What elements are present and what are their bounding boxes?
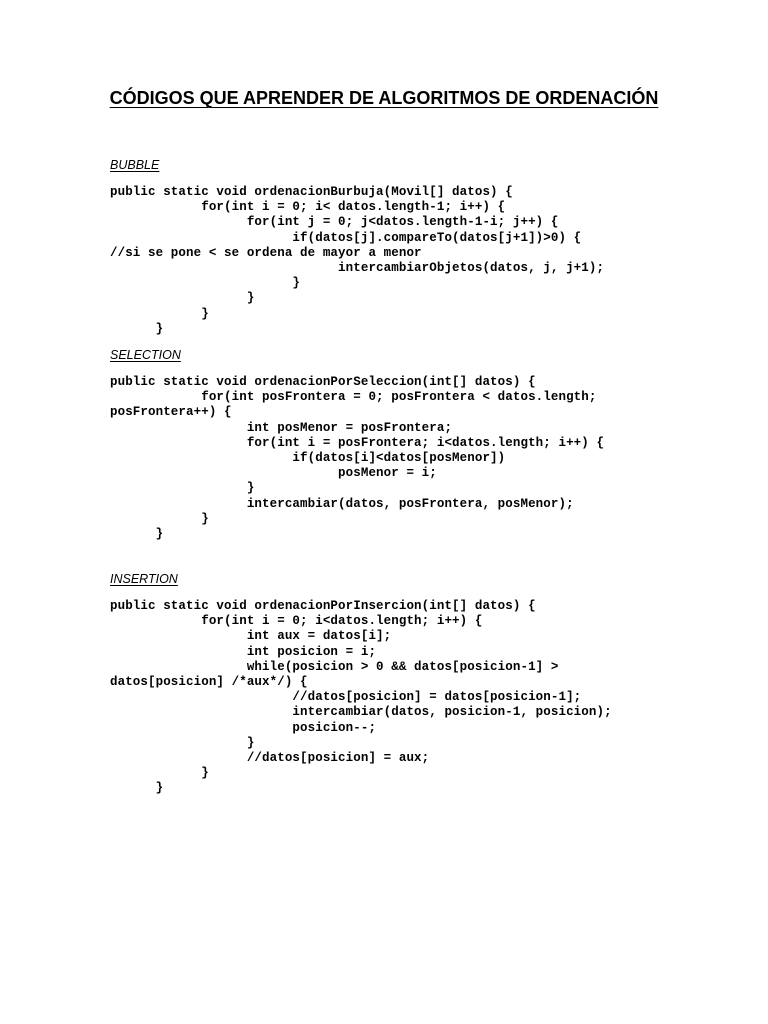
code-line: for(int posFrontera = 0; posFrontera < datos.length;: [110, 390, 597, 405]
code-line: for(int i = 0; i<datos.length; i++) {: [110, 614, 483, 629]
code-block-selection: [110, 375, 604, 542]
code-line: }: [110, 321, 164, 336]
code-line: posMenor = i;: [110, 466, 437, 481]
code-line: for(int i = posFrontera; i<datos.length; i++) {: [110, 435, 605, 450]
section-heading-insertion: INSERTION: [110, 572, 178, 586]
section-heading-selection: SELECTION: [110, 348, 181, 362]
code-line: }: [110, 511, 209, 526]
code-line: intercambiarObjetos(datos, j, j+1);: [110, 260, 605, 275]
code-line: intercambiar(datos, posFrontera, posMenor);: [110, 496, 574, 511]
code-line: //datos[posicion] = aux;: [110, 750, 430, 765]
code-line: for(int i = 0; i< datos.length-1; i++) {: [110, 200, 506, 215]
code-line: //datos[posicion] = datos[posicion-1];: [110, 690, 582, 705]
code-line: for(int j = 0; j<datos.length-1-i; j++) {: [110, 215, 559, 230]
code-line: }: [110, 766, 209, 781]
code-line: public static void ordenacionBurbuja(Movil[] datos) {: [110, 185, 513, 199]
code-line: posFrontera++) {: [110, 405, 232, 420]
code-line: if(datos[i]<datos[posMenor]): [110, 450, 506, 465]
code-line: //si se pone < se ordena de mayor a menor: [110, 245, 422, 260]
code-line: datos[posicion] /*aux*/) {: [110, 674, 308, 689]
code-line: }: [110, 735, 255, 750]
code-line: if(datos[j].compareTo(datos[j+1])>0) {: [110, 230, 582, 245]
code-line: }: [110, 781, 164, 796]
code-line: }: [110, 306, 209, 321]
code-line: }: [110, 481, 255, 496]
code-line: intercambiar(datos, posicion-1, posicion);: [110, 705, 612, 720]
code-line: int posMenor = posFrontera;: [110, 420, 453, 435]
code-line: int aux = datos[i];: [110, 629, 392, 644]
code-line: int posicion = i;: [110, 644, 377, 659]
code-line: while(posicion > 0 && datos[posicion-1] >: [110, 659, 559, 674]
code-line: }: [110, 526, 164, 541]
code-line: }: [110, 291, 255, 306]
code-line: public static void ordenacionPorSeleccion(int[] datos) {: [110, 375, 536, 389]
code-line: }: [110, 276, 301, 291]
document-title: CÓDIGOS QUE APRENDER DE ALGORITMOS DE ORDENACIÓN: [109, 88, 659, 108]
code-line: posicion--;: [110, 720, 377, 735]
section-heading-bubble: BUBBLE: [110, 158, 160, 172]
code-line: public static void ordenacionPorInsercion(int[] datos) {: [110, 599, 536, 613]
code-block-insertion: [110, 599, 612, 796]
code-block-bubble: [110, 185, 604, 337]
